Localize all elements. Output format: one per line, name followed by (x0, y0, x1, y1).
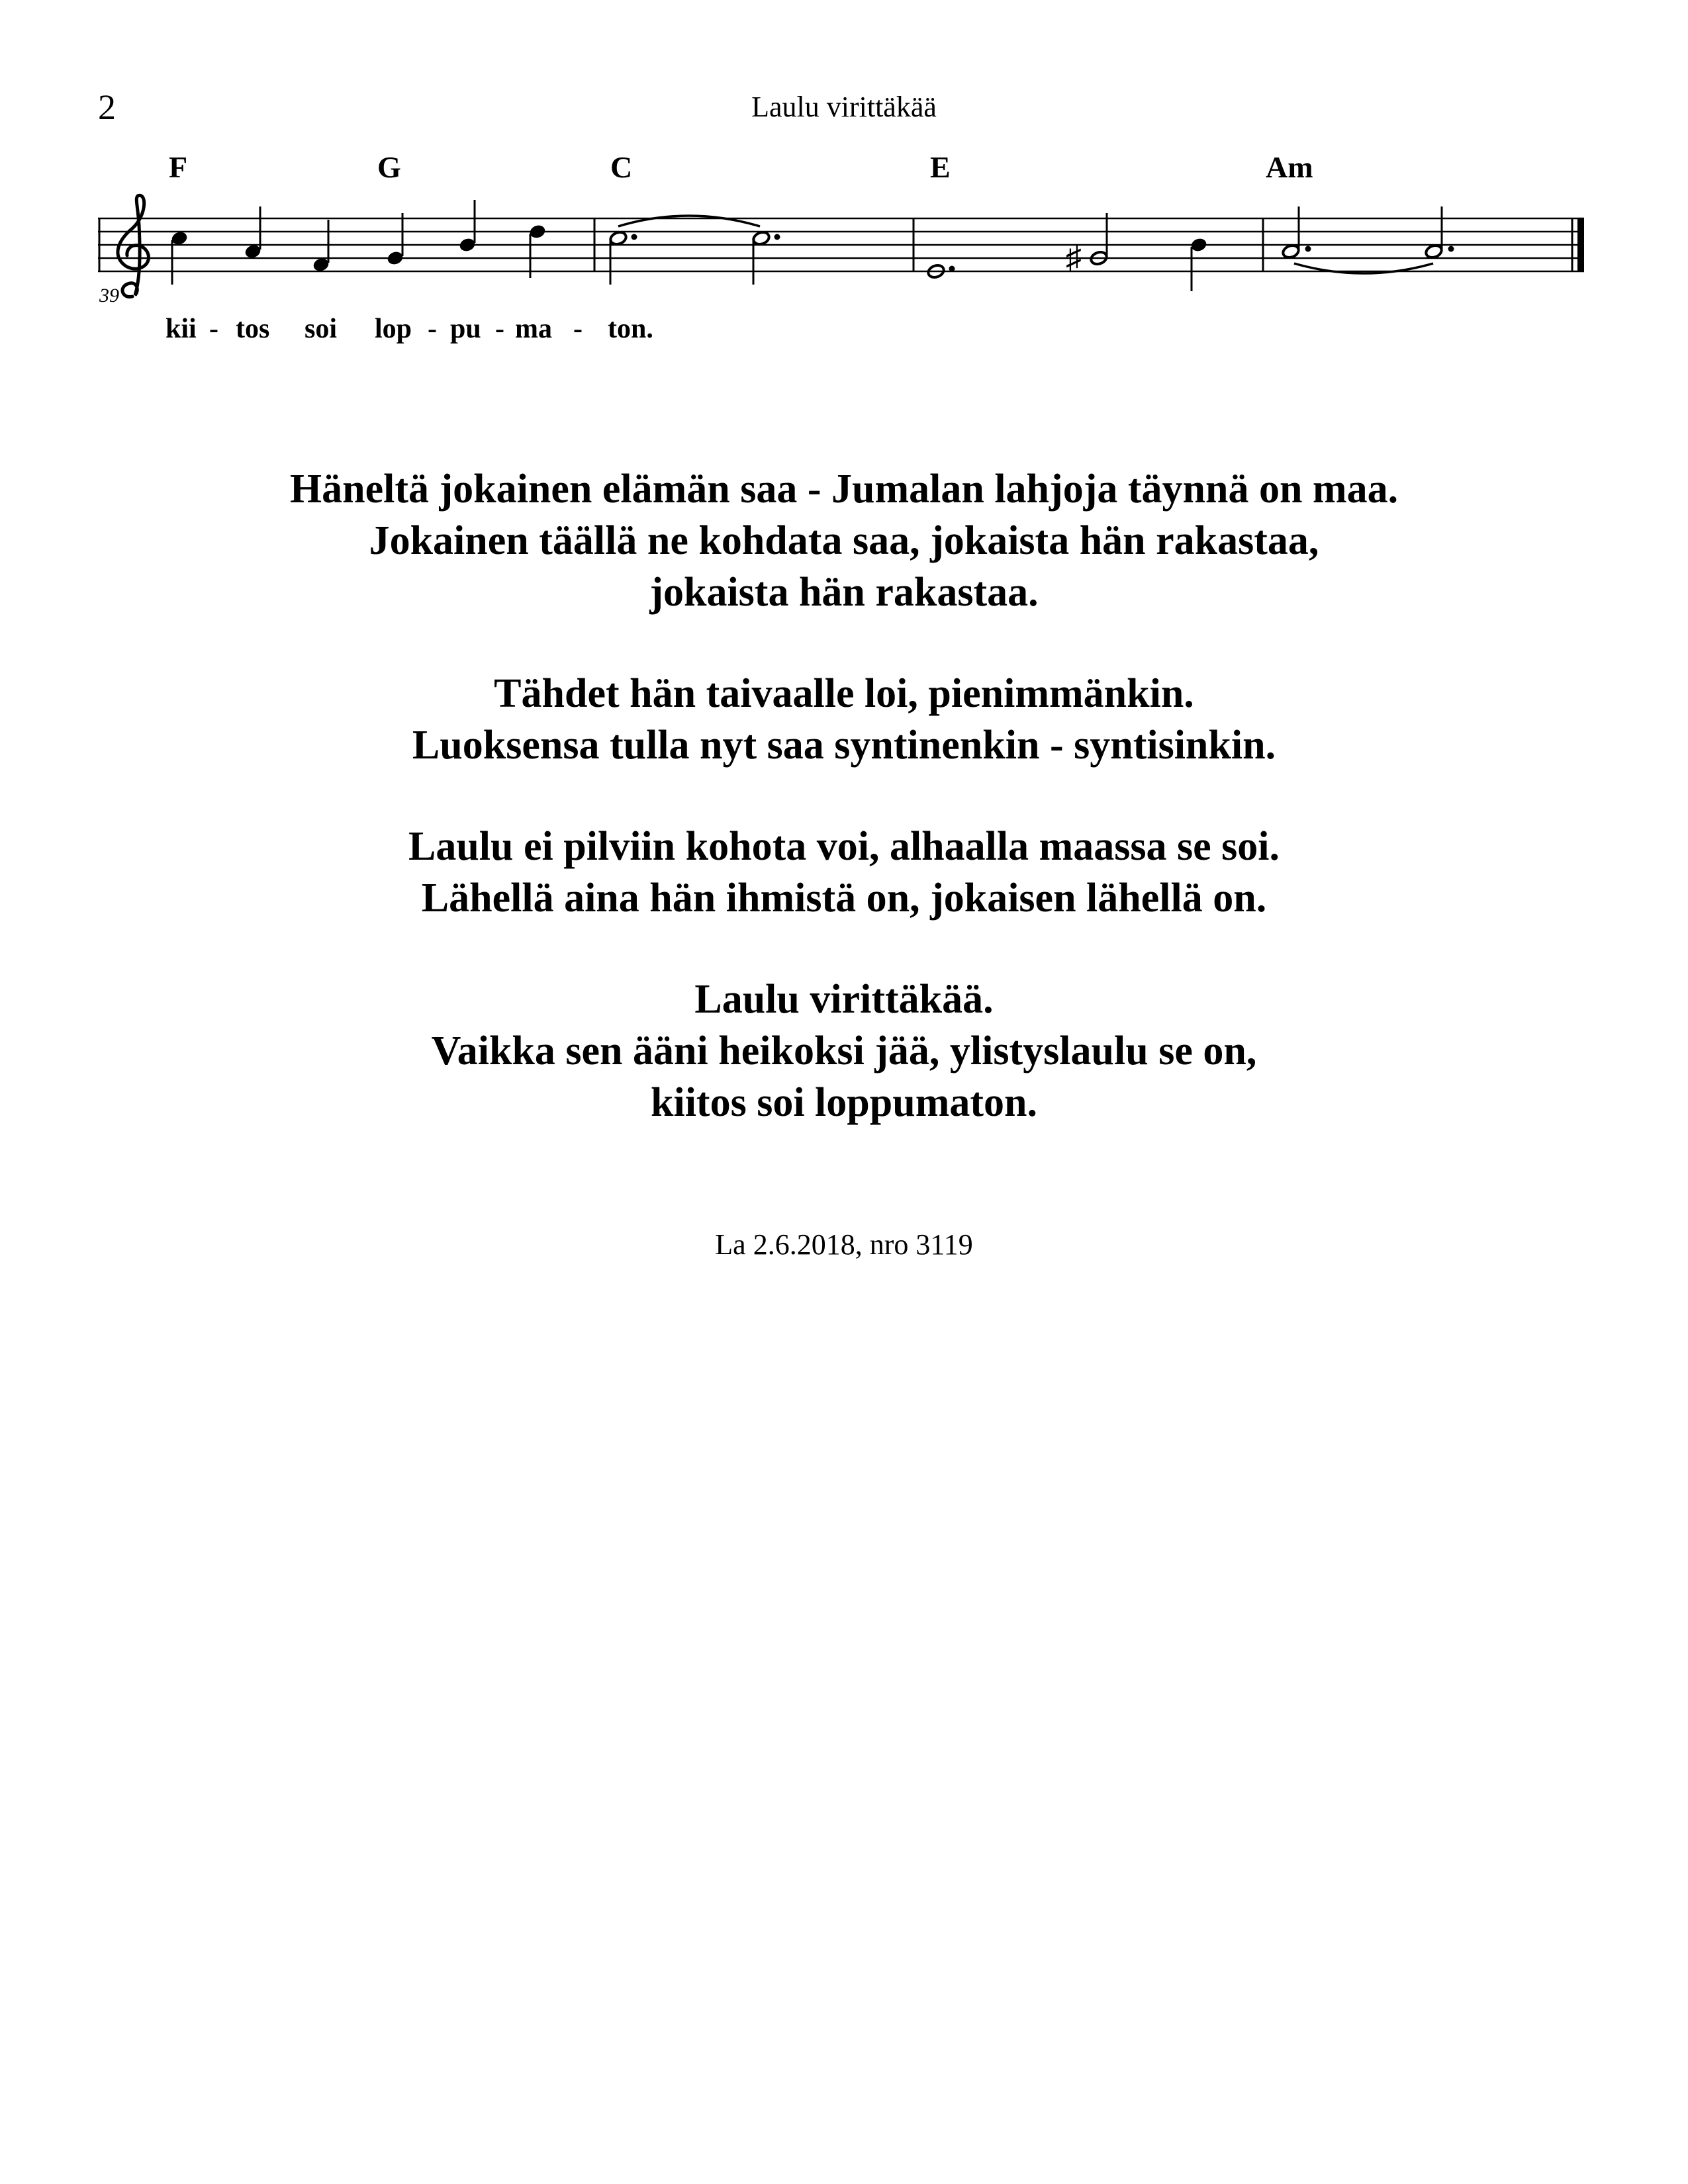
note-a-dotted-half (1282, 206, 1311, 259)
stanza (0, 463, 1688, 618)
lyric-syllable: tos (236, 314, 270, 344)
lyric-hyphen: - (495, 314, 504, 344)
chord-e: E (930, 150, 951, 184)
stanza-line: Laulu virittäkää. (694, 977, 994, 1022)
stanza-line: Tähdet hän taivaalle loi, pienimmänkin. (494, 671, 1194, 716)
stanza (0, 974, 1688, 1128)
lyric-syllable: ma (515, 314, 552, 344)
sharp-icon: ♯ (1066, 240, 1082, 275)
stanza (0, 668, 1688, 771)
stanza-line: Luoksensa tulla nyt saa syntinenkin - syntisinkin. (412, 723, 1276, 768)
note-b-quarter (459, 200, 476, 253)
lyric-syllable: kii (165, 314, 197, 344)
lyric-syllable: soi (305, 314, 338, 344)
stanza (0, 821, 1688, 924)
stanza-line: Jokainen täällä ne kohdata saa, jokaista hän rakastaa, (369, 518, 1319, 563)
stanza-line: kiitos soi loppumaton. (650, 1080, 1037, 1125)
note-a-dotted-half-tied (1425, 206, 1454, 259)
note-g-quarter (387, 213, 404, 266)
measure-number: 39 (99, 285, 119, 306)
stanza-line: Lähellä aina hän ihmistä on, jokaisen lähellä on. (421, 876, 1267, 921)
lyric-syllables (165, 314, 653, 344)
chord-am: Am (1266, 150, 1313, 184)
lyric-hyphen: - (209, 314, 218, 344)
chord-f: F (169, 150, 188, 184)
tie-arc (618, 216, 760, 226)
chord-g: G (377, 150, 401, 184)
music-score (0, 0, 1688, 371)
chord-c: C (610, 150, 633, 184)
note-f-quarter (312, 220, 330, 273)
page-number: 2 (98, 87, 116, 127)
stanza-line: jokaista hän rakastaa. (649, 570, 1039, 615)
stanza-line: Vaikka sen ääni heikoksi jää, ylistyslaulu se on, (431, 1028, 1257, 1073)
note-b-quarter-2 (1190, 237, 1207, 291)
treble-clef-icon (118, 195, 149, 296)
lyric-syllable: pu (450, 314, 481, 344)
lyric-hyphen: - (573, 314, 583, 344)
stanza-line: Häneltä jokainen elämän saa - Jumalan lahjoja täynnä on maa. (289, 467, 1399, 512)
note-d-quarter (529, 224, 546, 278)
note-a-quarter (244, 206, 261, 259)
stanza-line: Laulu ei pilviin kohota voi, alhaalla maassa se soi. (408, 824, 1280, 869)
running-title: Laulu virittäkää (751, 91, 937, 123)
lyric-syllable: ton. (608, 314, 653, 344)
song-lyrics (0, 463, 1688, 1178)
chord-symbols (169, 150, 1313, 184)
lyric-hyphen: - (428, 314, 437, 344)
lyric-syllable: lop (375, 314, 412, 344)
footer-note: La 2.6.2018, nro 3119 (715, 1228, 973, 1261)
